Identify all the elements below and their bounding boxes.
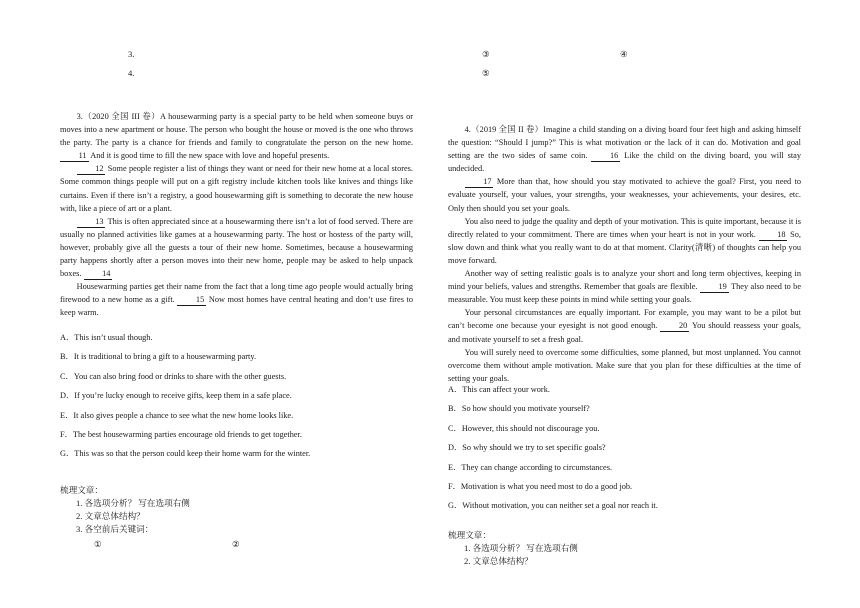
q3-paragraph-2 [60,162,413,214]
q4-paragraph-5-end: You should reassess your goals, and motivate yourself to set a fresh goal. [448,321,801,344]
circle-5-marker: ⑤ [482,68,490,78]
q4-intro-end: Like the child on the diving board, you will stay undecided. [448,151,802,174]
q4-option-a: A．This can affect your work. [448,385,550,394]
q4-paragraph-4-text: Another way of setting realistic goals is to analyze your short and long term objectives, keeping in mind your beliefs, values and strengths. Remember that goals are flexible. [448,269,801,292]
q3-intro-end: And it is good time to fill the new space with love and hopeful presents. [90,151,330,161]
q3-circle-2: ② [232,539,240,549]
blank-18[interactable]: 18 [759,230,788,241]
blank-20[interactable]: 20 [660,321,689,332]
header-item-3: 3. [128,49,135,59]
q4-option-f: F．Motivation is what you need most to do a good job. [448,481,633,491]
q4-paragraph-3 [448,215,801,267]
blank-14[interactable]: 14 [84,269,113,280]
q4-paragraph-6-text: You will surely need to overcome some difficulties, some planned, but most unplanned. You cannot overcome them without ample motivation. Make sure that you plan for these difficulties at the time of setting your goals. [448,347,801,383]
q4-paragraph-4-end: They also need to be measurable. You must keep these points in mind while setting your goals. [448,282,801,305]
blank-19[interactable]: 19 [700,282,729,293]
q4-notes-title: 梳理文章： [448,530,491,540]
question-4-options [448,384,801,512]
q3-option-e: E．It also gives people a chance to see what the new home looks like. [60,410,294,420]
q3-paragraph-3-text: This is often appreciated since at a housewarming there isn’t a lot of food served. There are usually no planned activities like games at a housewarming party. The host or hostess of the party will, however, probably give all the guests a tour of their new home. Sometimes, because a housewarming party happens shortly after a person moves into their new home, people may be asked to help unpack boxes. [60,216,413,279]
blank-15[interactable]: 15 [177,295,206,306]
q3-option-c: C．You can also bring food or drinks to share with the other guests. [60,371,287,381]
q4-note-2: 2. 文章总体结构？ [464,556,533,566]
blank-16[interactable]: 16 [591,151,620,162]
question-4-passage [448,123,801,385]
q4-paragraph-5 [448,306,801,345]
q3-option-d: D．If you’re lucky enough to receive gifts, keep them in a safe place. [60,391,292,401]
q3-note-3: 3. 各空前后关键词： [76,524,154,534]
q3-paragraph-4-text: Housewarming parties get their name from the fact that a long time ago people would actually bring firewood to a new home as a gift. [60,282,413,305]
q3-option-a: A．This isn’t usual though. [60,333,153,342]
q4-intro-text: 4.（2019 全国 II 卷）Imagine a child standing on a diving board four feet high and asking himself the question: “Should I jump?” This is what motivation or the lack of it can do. Motivation and goal setting are the two sides of same coin. [448,125,801,161]
circle-3-marker: ③ [482,49,490,59]
q3-option-b: B．It is traditional to bring a gift to a housewarming party. [60,352,257,362]
q4-option-c: C．However, this should not discourage you. [448,423,600,433]
q3-paragraph-2-text: Some people register a list of things they want or need for their new home at a local stores. Some common things people will put on a gift registry include kitchen tools like knives and things like curtains. Even if there isn’t a registry, a good housewarming gift is something to decorate the new house with, like a piece of art or a plant. [60,164,413,213]
q4-paragraph-4 [448,267,801,306]
q3-paragraph-3 [60,215,413,280]
q4-paragraph-3-text: You also need to judge the quality and depth of your motivation. This is quite important, because it is directly related to your commitment. There are times when your heart is not in your work. [448,216,801,239]
header-item-4: 4. [128,68,135,78]
blank-12[interactable]: 12 [77,164,106,175]
q3-option-f: F．The best housewarming parties encourage old friends to get together. [60,429,302,439]
q3-notes-title: 梳理文章： [60,485,103,495]
blank-13[interactable]: 13 [77,217,106,228]
q4-paragraph-6 [448,346,801,385]
question-3-options [60,332,413,460]
q3-intro-text: 3.（2020 全国 III 卷）A housewarming party is a special party to be held when someone buys or moves into a new apartment or house. The person who bought the house or moved is the one who throws the party. The party is a chance for friends and family to congratulate the person on the new home. [60,112,413,148]
q3-note-1: 1. 各选项分析？ 写在选项右侧 [76,498,190,508]
question-3-passage [60,110,413,320]
q4-paragraph-5-text: Your personal circumstances are equally important. For example, you may want to be a pilot but can’t become one because your eyesight is not good enough. [448,308,801,331]
q4-paragraph-2-text: More than that, how should you stay motivated to achieve the goal? First, you need to evaluate yourself, your values, your strengths, your weaknesses, your achievements, your desires, etc. Only then should you set your goals. [448,177,802,213]
q3-paragraph-4-end: Now most homes have central heating and don’t use fires to keep warm. [60,295,413,318]
q4-note-1: 1. 各选项分析？ 写在选项右侧 [464,543,578,553]
q4-option-g: G．Without motivation, you can neither set a goal nor reach it. [448,501,658,511]
q4-option-d: D．So why should we try to set specific goals? [448,443,606,453]
blank-11[interactable]: 11 [60,151,89,162]
q3-option-g: G．This was so that the person could keep their home warm for the winter. [60,449,311,459]
blank-17[interactable]: 17 [465,177,494,188]
q4-paragraph-2 [448,175,801,214]
q4-intro-paragraph [448,123,801,175]
q4-option-e: E．They can change according to circumstances. [448,462,613,472]
q4-paragraph-3-end: So, slow down and think what you really want to do at that moment. Clarity(清晰) of thoughts can help you move forward. [448,229,801,265]
circle-4-marker: ④ [620,49,628,59]
q4-option-b: B．So how should you motivate yourself? [448,404,590,414]
q3-note-2: 2. 文章总体结构？ [76,511,145,521]
q3-paragraph-4 [60,280,413,319]
q3-circle-1: ① [94,539,102,549]
q3-intro-paragraph [60,110,413,162]
